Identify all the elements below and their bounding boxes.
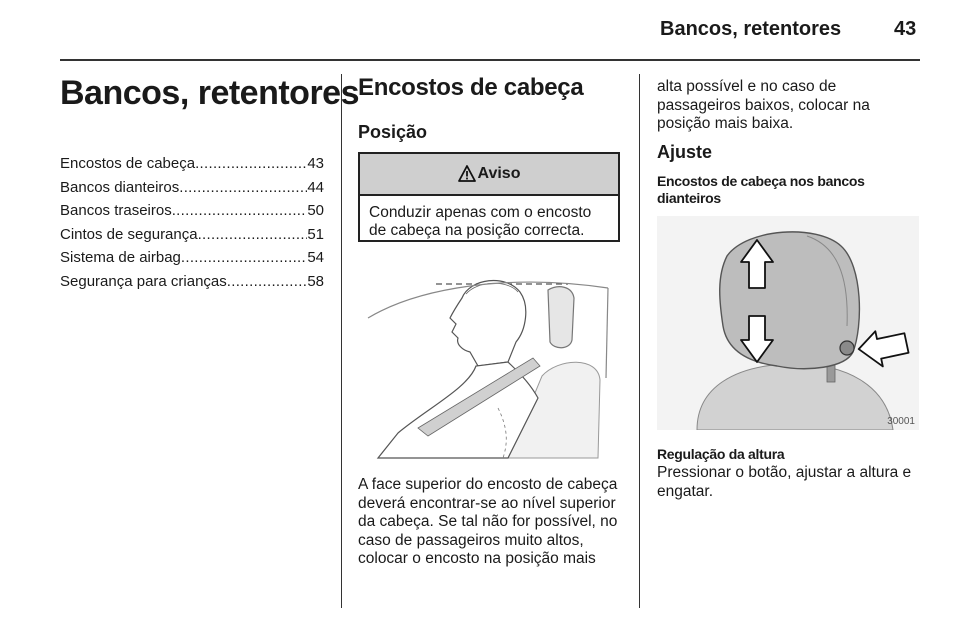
toc-page: 44 (307, 178, 324, 196)
toc-page: 43 (307, 155, 324, 172)
adjust-subtitle: Encostos de cabeça nos bancos dianteiros (657, 173, 865, 206)
column-divider-right (639, 74, 640, 608)
toc-label: Cintos de segurança (60, 225, 198, 243)
warning-box (358, 152, 620, 242)
toc-entry[interactable] (60, 176, 324, 200)
toc-label: Bancos traseiros (60, 202, 172, 219)
toc-leader (227, 270, 308, 294)
section-title: Encostos de cabeça (358, 74, 584, 101)
table-of-contents (60, 152, 324, 293)
section-subtitle: Posição (358, 122, 428, 142)
press-arrow-icon (856, 325, 910, 370)
toc-leader (172, 199, 308, 223)
toc-leader (195, 152, 307, 176)
headrest-adjust-illustration (657, 216, 919, 430)
height-paragraph: Pressionar o botão, ajustar a altura e engatar. (657, 464, 912, 500)
warning-title: Aviso (477, 165, 521, 182)
toc-entry[interactable] (60, 152, 324, 176)
toc-label: Sistema de airbag (60, 249, 181, 266)
toc-leader (181, 246, 307, 270)
column-divider-left (341, 74, 342, 608)
body-paragraph: A face superior do encosto de cabeça deverá encontrar-se ao nível superior da cabeça. Se tal não for possível, no caso de passageiros muito altos, colocar o encosto na posição mais (358, 476, 618, 567)
warning-text: Conduzir apenas com o encosto de cabeça na posição correcta. (369, 204, 592, 239)
head-position-illustration (358, 258, 620, 460)
running-header-title: Bancos, retentores (660, 18, 842, 40)
toc-page: 58 (307, 272, 324, 290)
toc-leader (179, 176, 307, 200)
toc-page: 54 (307, 249, 324, 266)
toc-label: Segurança para crianças (60, 272, 227, 290)
toc-entry[interactable] (60, 246, 324, 270)
adjust-title: Ajuste (657, 142, 713, 162)
toc-entry[interactable] (60, 223, 324, 247)
figure-code: 30001 (887, 416, 915, 427)
toc-page: 51 (307, 225, 324, 243)
toc-label: Bancos dianteiros (60, 178, 180, 196)
warning-header (360, 154, 618, 196)
toc-entry[interactable] (60, 199, 324, 223)
height-subtitle: Regulação da altura (657, 446, 785, 462)
header-rule (60, 59, 920, 61)
toc-leader (198, 223, 308, 247)
page-number: 43 (894, 18, 917, 40)
toc-page: 50 (307, 202, 324, 219)
chapter-title: Bancos, retentores (60, 74, 359, 112)
body-paragraph-continued: alta possível e no caso de passageiros baixos, colocar na posição mais baixa. (657, 78, 870, 132)
toc-label: Encostos de cabeça (60, 155, 196, 172)
toc-entry[interactable] (60, 270, 324, 294)
warning-triangle-icon (458, 165, 476, 183)
